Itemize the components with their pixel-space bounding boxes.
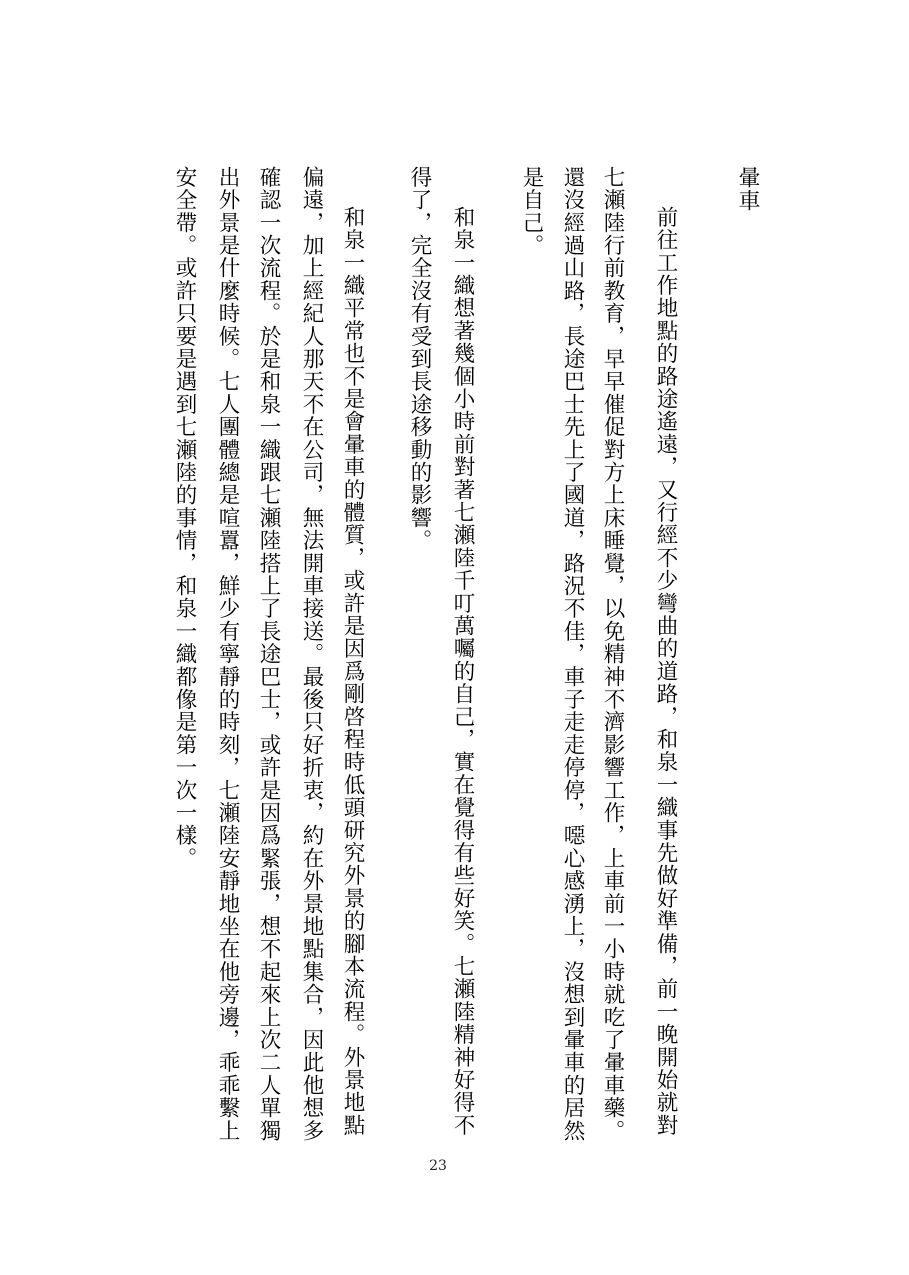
text-column-3: 還沒經過山路，長途巴士先上了國道，路況不佳，車子走走停停，噁心感湧上，沒想到暈車的居然 [560, 166, 585, 1143]
text-column-2: 七瀬陸行前教育，早早催促對方上床睡覺，以免精神不濟影響工作，上車前一小時就吃了暈車藥。 [600, 166, 625, 1143]
text-column-7: 和泉一織平常也不是會暈車的體質，或許是因爲剛啓程時低頭研究外景的腳本流程。外景地點 [340, 206, 365, 1137]
text-column-11: 安全帶。或許只要是遇到七瀬陸的事情，和泉一織都像是第一次一樣。 [172, 166, 197, 870]
page-number: 23 [429, 1158, 447, 1174]
text-column-9: 確認一次流程。於是和泉一織跟七瀬陸搭上了長途巴士，或許是因爲緊張，想不起來上次二人單獨 [256, 166, 281, 1143]
text-column-1: 前往工作地點的路途遙遠，又行經不少彎曲的道路，和泉一織事先做好準備，前一晚開始就對 [653, 206, 678, 1137]
text-column-10: 出外景是什麼時候。七人團體總是喧囂，鮮少有寧靜的時刻，七瀬陸安靜地坐在他旁邊，乖乖繫上 [215, 166, 240, 1143]
text-column-8: 偏遠，加上經紀人那天不在公司，無法開車接送。最後只好折衷，約在外景地點集合，因此他想多 [299, 166, 324, 1143]
text-column-5: 和泉一織想著幾個小時前對著七瀬陸千叮萬囑的自己，實在覺得有些好笑。七瀬陸精神好得不 [450, 206, 475, 1137]
text-column-4: 是自己。 [519, 166, 544, 257]
text-column-6: 得了，完全沒有受到長途移動的影響。 [407, 166, 432, 552]
chapter-title: 暈車 [735, 166, 760, 213]
